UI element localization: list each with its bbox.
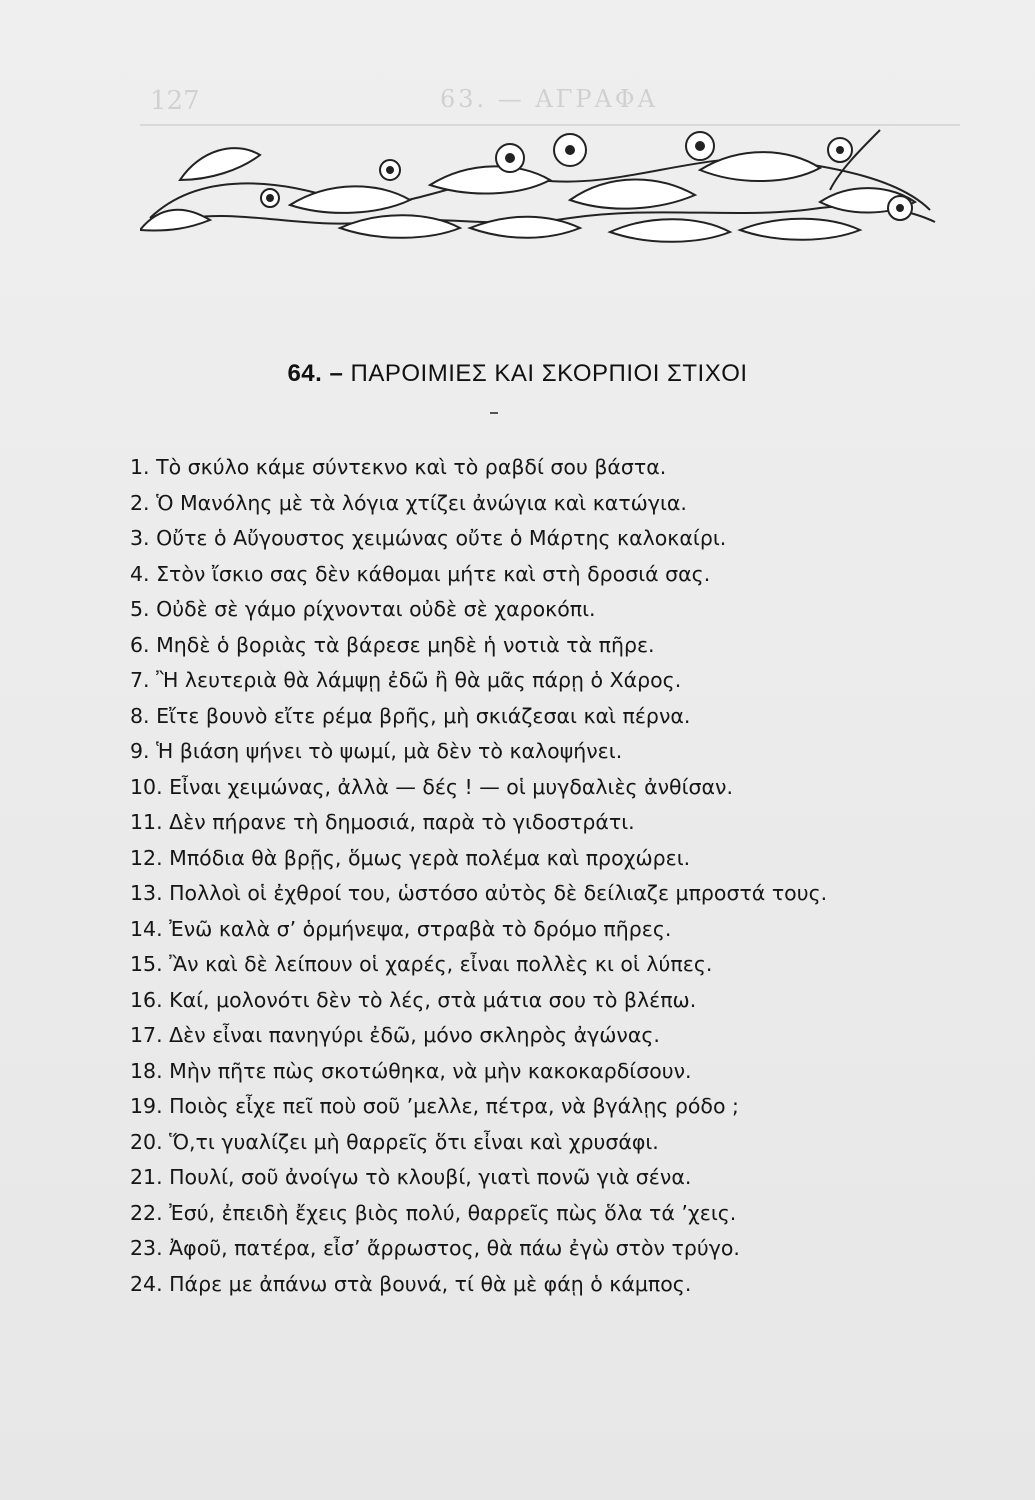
proverb-line: [130, 592, 1010, 628]
proverb-text: Ἢ λευτεριὰ θὰ λάμψῃ ἐδῶ ἢ θὰ μᾶς πάρῃ ὁ Χάρος.: [156, 668, 682, 692]
proverb-number: 16.: [130, 987, 163, 1012]
proverb-line: [130, 912, 1010, 948]
proverb-number: 12.: [130, 845, 163, 870]
proverb-number: 8.: [130, 703, 150, 728]
proverb-number: 19.: [130, 1094, 163, 1118]
proverb-line: [130, 841, 1010, 877]
proverb-text: Εἴτε βουνὸ εἴτε ρέμα βρῆς, μὴ σκιάζεσαι καὶ πέρνα.: [156, 703, 691, 728]
proverb-line: [130, 699, 1010, 735]
chapter-title-text: ΠΑΡΟΙΜΙΕΣ ΚΑΙ ΣΚΟΡΠΙΟΙ ΣΤΙΧΟΙ: [350, 360, 748, 387]
proverb-number: 10.: [130, 774, 163, 799]
separator-mark: [490, 412, 498, 414]
proverb-text: Μηδὲ ὁ βοριὰς τὰ βάρεσε μηδὲ ἡ νοτιὰ τὰ πῆρε.: [156, 632, 655, 657]
proverb-line: [130, 1018, 1010, 1054]
proverb-line: [130, 1089, 1010, 1125]
proverb-text: Μὴν πῆτε πὼς σκοτώθηκα, νὰ μὴν κακοκαρδίσουν.: [169, 1058, 692, 1083]
proverb-text: Ἡ βιάση ψήνει τὸ ψωμί, μὰ δὲν τὸ καλοψήνει.: [156, 739, 623, 763]
proverb-text: Τὸ σκύλο κάμε σύντεκνο καὶ τὸ ραβδί σου βάστα.: [156, 455, 667, 479]
proverb-text: Στὸν ἴσκιο σας δὲν κάθομαι μήτε καὶ στὴ δροσιά σας.: [156, 561, 711, 586]
proverb-line: [130, 628, 1010, 664]
proverb-line: [130, 486, 1010, 522]
proverb-text: Ἐνῶ καλὰ σ’ ὁρμήνεψα, στραβὰ τὸ δρόμο πῆρες.: [169, 916, 672, 941]
proverb-line: [130, 983, 1010, 1019]
proverb-line: [130, 876, 1010, 912]
proverb-text: Πολλοὶ οἱ ἐχθροί του, ὡστόσο αὐτὸς δὲ δείλιαζε μπροστά τους.: [169, 881, 828, 905]
proverb-number: 6.: [130, 632, 150, 657]
proverb-text: Οὔτε ὁ Αὔγουστος χειμώνας οὔτε ὁ Μάρτης καλοκαίρι.: [156, 526, 727, 550]
running-header: 63. — ΑΓΡΑΦΑ: [440, 85, 658, 113]
proverb-number: 3.: [130, 526, 150, 550]
proverb-line: [130, 770, 1010, 806]
proverb-number: 21.: [130, 1165, 163, 1189]
proverb-number: 2.: [130, 490, 150, 515]
proverb-line: [130, 1054, 1010, 1090]
proverb-line: [130, 1125, 1010, 1161]
proverb-text: Εἶναι χειμώνας, ἀλλὰ — δές ! — οἱ μυγδαλιὲς ἀνθίσαν.: [169, 774, 733, 799]
proverb-line: [130, 521, 1010, 557]
proverb-line: [130, 1196, 1010, 1232]
proverb-text: Μπόδια θὰ βρῇς, ὅμως γερὰ πολέμα καὶ προχώρει.: [169, 845, 691, 870]
proverb-number: 4.: [130, 561, 150, 586]
proverb-number: 17.: [130, 1023, 163, 1047]
proverb-text: Ποιὸς εἶχε πεῖ ποὺ σοῦ ’μελλε, πέτρα, νὰ βγάλῃς ρόδο ;: [169, 1094, 739, 1118]
page-number: 127: [150, 86, 200, 116]
proverb-number: 11.: [130, 810, 163, 834]
proverb-line: [130, 805, 1010, 841]
proverb-text: Πουλί, σοῦ ἀνοίγω τὸ κλουβί, γιατὶ πονῶ γιὰ σένα.: [169, 1165, 692, 1189]
proverb-line: [130, 450, 1010, 486]
proverb-number: 14.: [130, 916, 163, 941]
proverb-text: Ἂν καὶ δὲ λείπουν οἱ χαρές, εἶναι πολλὲς κι οἱ λύπες.: [169, 952, 713, 976]
proverbs-list: [130, 450, 1010, 1302]
chapter-title: [0, 360, 1035, 388]
proverb-text: Οὐδὲ σὲ γάμο ρίχνονται οὐδὲ σὲ χαροκόπι.: [156, 597, 596, 621]
proverb-number: 13.: [130, 881, 163, 905]
chapter-number: 64.: [287, 360, 323, 387]
chapter-dash: –: [329, 360, 344, 387]
proverb-line: [130, 1160, 1010, 1196]
proverb-line: [130, 557, 1010, 593]
proverb-text: Δὲν εἶναι πανηγύρι ἐδῶ, μόνο σκληρὸς ἀγώνας.: [169, 1023, 660, 1047]
proverb-number: 20.: [130, 1129, 163, 1154]
proverb-text: Δὲν πήρανε τὴ δημοσιά, παρὰ τὸ γιδοστράτι.: [169, 810, 635, 834]
proverb-number: 23.: [130, 1236, 163, 1260]
proverb-number: 1.: [130, 455, 150, 479]
proverb-text: Ἐσύ, ἐπειδὴ ἔχεις βιὸς πολύ, θαρρεῖς πὼς ὅλα τά ’χεις.: [169, 1200, 737, 1225]
proverb-number: 15.: [130, 952, 163, 976]
floral-garland-ornament: [140, 110, 940, 260]
proverb-text: Ἀφοῦ, πατέρα, εἶσ’ ἄρρωστος, θὰ πάω ἐγὼ στὸν τρύγο.: [169, 1236, 740, 1260]
proverb-number: 7.: [130, 668, 150, 692]
proverb-number: 22.: [130, 1200, 163, 1225]
proverb-text: Πάρε με ἀπάνω στὰ βουνά, τί θὰ μὲ φάῃ ὁ κάμπος.: [169, 1271, 692, 1296]
proverb-line: [130, 1267, 1010, 1303]
proverb-line: [130, 947, 1010, 983]
proverb-number: 9.: [130, 739, 150, 763]
proverb-number: 5.: [130, 597, 150, 621]
proverb-text: Ὅ,τι γυαλίζει μὴ θαρρεῖς ὅτι εἶναι καὶ χρυσάφι.: [169, 1129, 659, 1154]
proverb-line: [130, 1231, 1010, 1267]
proverb-number: 24.: [130, 1271, 163, 1296]
proverb-text: Ὁ Μανόλης μὲ τὰ λόγια χτίζει ἀνώγια καὶ κατώγια.: [156, 490, 687, 515]
proverb-line: [130, 734, 1010, 770]
proverb-text: Καί, μολονότι δὲν τὸ λές, στὰ μάτια σου τὸ βλέπω.: [169, 987, 697, 1012]
proverb-line: [130, 663, 1010, 699]
proverb-number: 18.: [130, 1058, 163, 1083]
